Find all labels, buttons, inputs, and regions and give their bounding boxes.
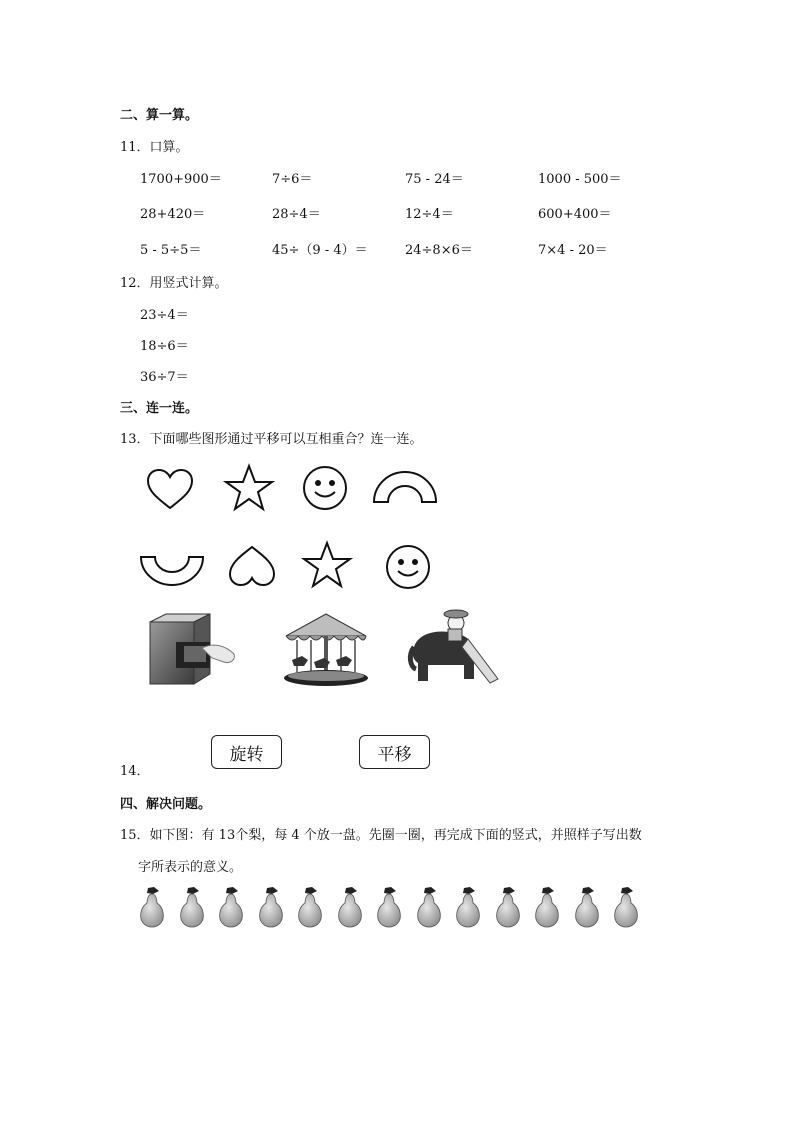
arch-icon <box>372 470 438 504</box>
rotation-box[interactable]: 旋转 <box>211 735 282 769</box>
calc-item: 75 - 24＝ <box>405 172 464 187</box>
pear-icon <box>416 886 442 928</box>
calc-item: 5 - 5÷5＝ <box>140 243 202 258</box>
calc-item: 28÷4＝ <box>272 207 321 222</box>
pear-icon <box>495 886 521 928</box>
calc-item: 28+420＝ <box>140 207 206 222</box>
pear-icon <box>218 886 244 928</box>
calc-item: 7×4 - 20＝ <box>538 243 608 258</box>
elephant-slide-icon <box>408 603 500 687</box>
heart-icon <box>228 545 276 587</box>
question-14-label: 14． <box>120 764 150 779</box>
pear-icon <box>613 886 639 928</box>
calc-item: 12÷4＝ <box>405 207 454 222</box>
pear-icon <box>179 886 205 928</box>
section-heading-2: 二、算一算。 <box>120 108 199 123</box>
question-13-label: 13．下面哪些图形通过平移可以互相重合？连一连。 <box>120 432 423 447</box>
pear-icon <box>258 886 284 928</box>
vertical-calc-item: 23÷4＝ <box>140 308 189 323</box>
star-icon <box>224 464 274 512</box>
calc-item: 45÷（9 - 4）＝ <box>272 243 368 258</box>
star-icon <box>302 541 352 589</box>
vertical-calc-item: 36÷7＝ <box>140 370 189 385</box>
smiley-face-icon <box>385 544 431 590</box>
calc-item: 7÷6＝ <box>272 172 313 187</box>
question-15-text: 15．如下图：有 13个梨，每 4 个放一盘。先圈一圈，再完成下面的竖式，并照样子写出数 <box>120 828 642 843</box>
pear-icon <box>337 886 363 928</box>
vertical-calc-item: 18÷6＝ <box>140 339 189 354</box>
pear-icon <box>139 886 165 928</box>
question-11-label: 11．口算。 <box>120 140 189 155</box>
section-heading-3: 三、连一连。 <box>120 401 199 416</box>
pear-icon <box>297 886 323 928</box>
question-15-text-continued: 字所表示的意义。 <box>138 860 243 875</box>
carousel-icon <box>280 610 372 688</box>
calc-item: 1000 - 500＝ <box>538 172 622 187</box>
calc-item: 24÷8×6＝ <box>405 243 473 258</box>
drawer-box-icon <box>146 612 238 688</box>
translation-box[interactable]: 平移 <box>359 735 430 769</box>
calc-item: 600+400＝ <box>538 207 612 222</box>
pear-row <box>139 886 639 930</box>
section-heading-4: 四、解决问题。 <box>120 797 212 812</box>
pear-icon <box>376 886 402 928</box>
smiley-face-icon <box>302 465 348 511</box>
pear-icon <box>455 886 481 928</box>
question-12-label: 12．用竖式计算。 <box>120 276 228 291</box>
heart-icon <box>146 468 194 510</box>
calc-item: 1700+900＝ <box>140 172 222 187</box>
pear-icon <box>534 886 560 928</box>
pear-icon <box>574 886 600 928</box>
bowl-icon <box>139 555 205 587</box>
